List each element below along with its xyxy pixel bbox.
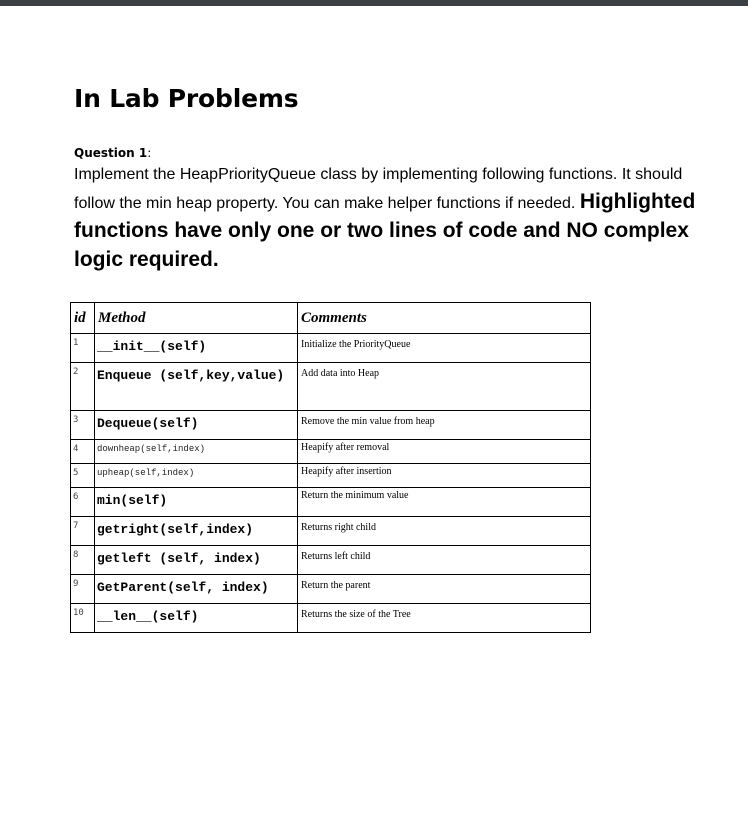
row-comment: Heapify after removal [298, 440, 591, 464]
window-top-bar [0, 0, 748, 6]
header-id: id [71, 303, 95, 334]
question-body [74, 162, 714, 274]
row-method: upheap(self,index) [95, 464, 298, 488]
table-row [71, 334, 591, 363]
row-id: 6 [71, 488, 95, 517]
row-id: 5 [71, 464, 95, 488]
row-id: 10 [71, 604, 95, 633]
table-row [71, 464, 591, 488]
row-comment: Initialize the PriorityQueue [298, 334, 591, 363]
row-id: 7 [71, 517, 95, 546]
question-label-colon: : [147, 146, 152, 160]
row-comment: Returns left child [298, 546, 591, 575]
table-row [71, 488, 591, 517]
methods-table [70, 302, 591, 633]
row-method: getleft (self, index) [95, 546, 298, 575]
row-id: 1 [71, 334, 95, 363]
row-comment: Heapify after insertion [298, 464, 591, 488]
row-id: 3 [71, 411, 95, 440]
row-method: Dequeue(self) [95, 411, 298, 440]
row-method: __init__(self) [95, 334, 298, 363]
row-id: 9 [71, 575, 95, 604]
header-comments: Comments [298, 303, 591, 334]
question-label-text: Question 1 [74, 146, 148, 160]
row-method: Enqueue (self,key,value) [95, 363, 298, 411]
row-method: min(self) [95, 488, 298, 517]
question-highlight: Highlighted functions have only one or two lines of code and NO complex logic required. [74, 190, 696, 271]
question-text: Implement the HeapPriorityQueue class by implementing following functions. It should follow the min heap property. You can make helper functions if needed. [74, 166, 683, 212]
row-method: GetParent(self, index) [95, 575, 298, 604]
row-comment: Returns the size of the Tree [298, 604, 591, 633]
row-comment: Returns right child [298, 517, 591, 546]
table-row [71, 604, 591, 633]
table-row [71, 575, 591, 604]
question-label [74, 146, 151, 160]
row-id: 4 [71, 440, 95, 464]
row-method: downheap(self,index) [95, 440, 298, 464]
row-id: 8 [71, 546, 95, 575]
table-row [71, 517, 591, 546]
row-id: 2 [71, 363, 95, 411]
row-comment: Return the minimum value [298, 488, 591, 517]
page-title: In Lab Problems [74, 84, 299, 113]
table-header-row [71, 303, 591, 334]
row-comment: Add data into Heap [298, 363, 591, 411]
table-row [71, 363, 591, 411]
table-row [71, 440, 591, 464]
row-comment: Remove the min value from heap [298, 411, 591, 440]
header-method: Method [95, 303, 298, 334]
row-method: getright(self,index) [95, 517, 298, 546]
table-row [71, 546, 591, 575]
row-comment: Return the parent [298, 575, 591, 604]
table-row [71, 411, 591, 440]
row-method: __len__(self) [95, 604, 298, 633]
